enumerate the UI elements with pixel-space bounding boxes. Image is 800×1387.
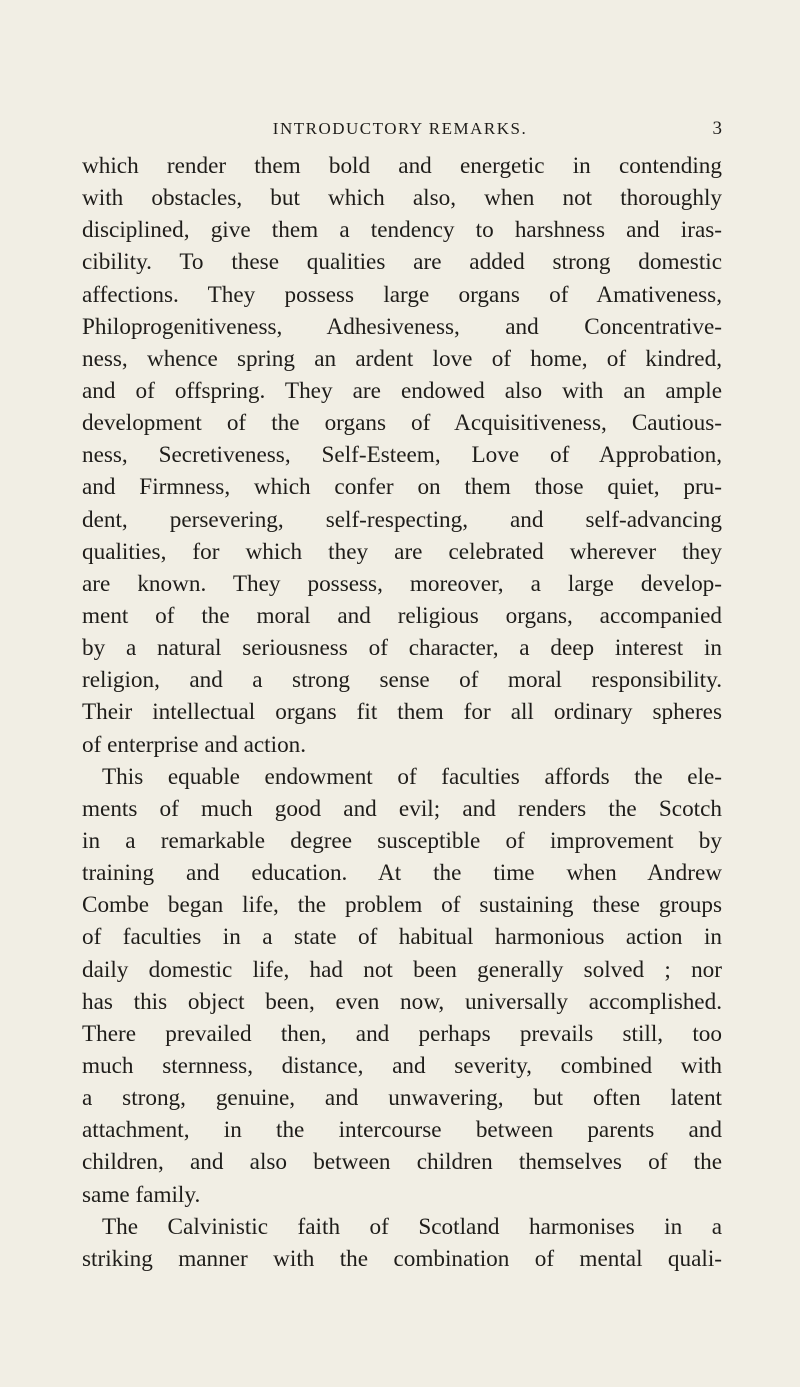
page-number: 3	[712, 118, 722, 139]
text-line: qualities, for which they are celebrated wherever they	[82, 538, 722, 565]
text-line: ness, Secretiveness, Self-Esteem, Love of Approbation,	[82, 442, 722, 469]
text-line: same family.	[82, 1181, 201, 1208]
text-line: training and education. At the time when Andrew	[82, 860, 722, 887]
text-line: development of the organs of Acquisitiveness, Cautious-	[82, 410, 722, 437]
text-line: ment of the moral and religious organs, accompanied	[82, 602, 722, 629]
text-line: in a remarkable degree susceptible of improvement by	[82, 827, 722, 854]
text-line: cibility. To these qualities are added strong domestic	[82, 249, 722, 276]
body-text	[82, 150, 722, 1275]
text-line: There prevailed then, and perhaps prevails still, too	[82, 1020, 722, 1047]
text-line: affections. They possess large organs of Amativeness,	[82, 281, 722, 308]
text-line: with obstacles, but which also, when not thoroughly	[82, 185, 722, 212]
text-line: by a natural seriousness of character, a deep interest in	[82, 635, 722, 662]
text-line: which render them bold and energetic in contending	[82, 153, 722, 179]
text-line: daily domestic life, had not been generally solved ; nor	[82, 956, 722, 983]
text-line: Philoprogenitiveness, Adhesiveness, and Concentrative-	[82, 313, 722, 340]
text-line: Their intellectual organs fit them for all ordinary spheres	[82, 699, 722, 726]
text-line: are known. They possess, moreover, a large develop-	[82, 570, 722, 597]
text-line: Combe began life, the problem of sustaining these groups	[82, 892, 722, 919]
text-line: ments of much good and evil; and renders the Scotch	[82, 795, 722, 822]
text-line: of enterprise and action.	[82, 731, 307, 758]
text-line: striking manner with the combination of mental quali-	[82, 1245, 722, 1272]
running-head	[0, 117, 800, 141]
text-line: ness, whence spring an ardent love of home, of kindred,	[82, 345, 722, 372]
text-line: of faculties in a state of habitual harmonious action in	[82, 924, 722, 951]
text-line: The Calvinistic faith of Scotland harmonises in a	[102, 1213, 722, 1240]
text-line: dent, persevering, self-respecting, and self-advancing	[82, 506, 722, 533]
text-line: children, and also between children themselves of the	[82, 1149, 722, 1176]
text-line: a strong, genuine, and unwavering, but often latent	[82, 1085, 722, 1112]
text-line: religion, and a strong sense of moral responsibility.	[82, 667, 722, 694]
text-line: This equable endowment of faculties affords the ele-	[102, 763, 722, 790]
text-line: has this object been, even now, universally accomplished.	[82, 988, 722, 1015]
text-line: and of offspring. They are endowed also with an ample	[82, 377, 722, 404]
text-line: and Firmness, which confer on them those quiet, pru-	[82, 474, 722, 501]
text-line: attachment, in the intercourse between parents and	[82, 1117, 722, 1144]
running-title: INTRODUCTORY REMARKS.	[272, 119, 528, 138]
text-line: much sternness, distance, and severity, combined with	[82, 1052, 722, 1079]
text-line: disciplined, give them a tendency to harshness and iras-	[82, 217, 722, 244]
